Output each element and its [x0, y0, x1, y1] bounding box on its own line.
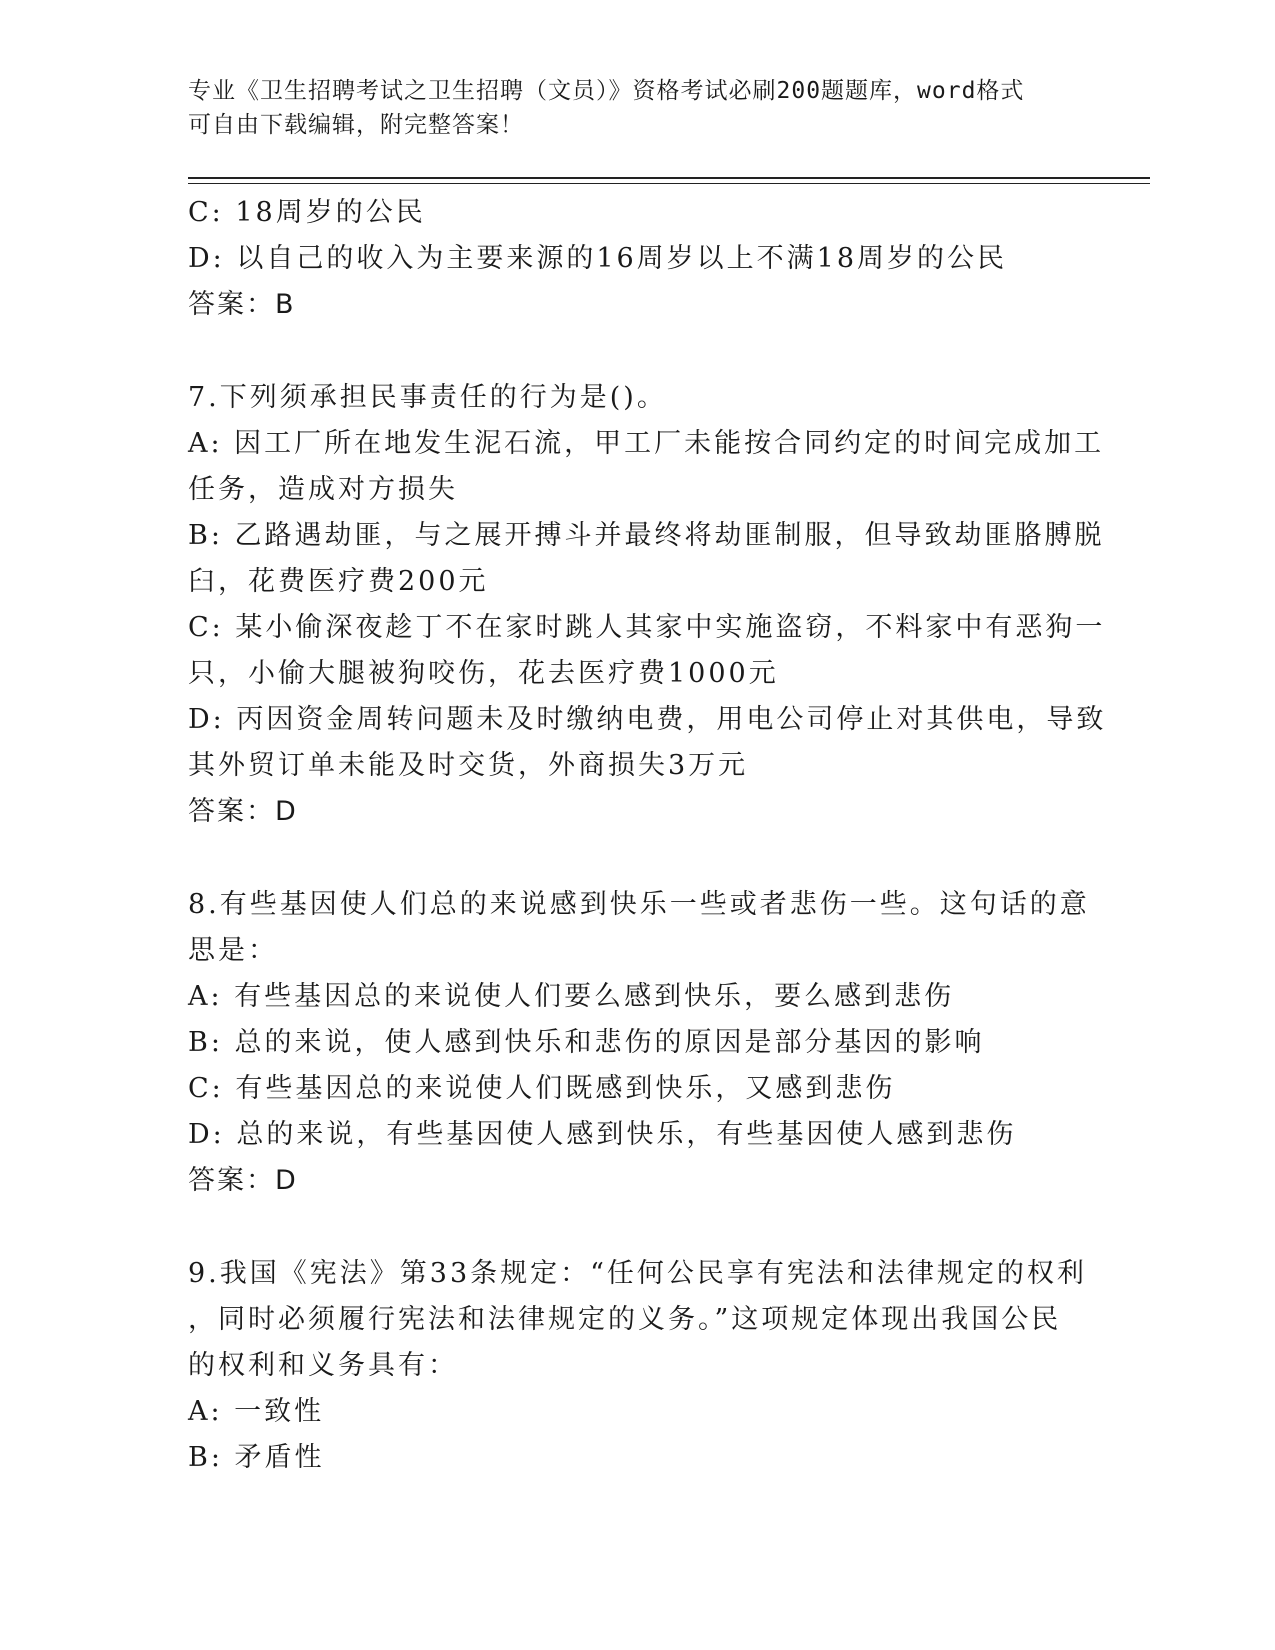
- q8-option-c: C: 有些基因总的来说使人们既感到快乐，又感到悲伤: [188, 1073, 896, 1104]
- q8-stem: 8.有些基因使人们总的来说感到快乐一些或者悲伤一些。这句话的意: [188, 889, 1090, 920]
- document-header: [188, 74, 1088, 142]
- q8-option-d: D: 总的来说，有些基因使人感到快乐，有些基因使人感到悲伤: [188, 1119, 1017, 1150]
- q6-option-c: C: 18周岁的公民: [188, 197, 426, 228]
- spacer: [188, 1204, 1088, 1251]
- q7-option-c-cont: 只，小偷大腿被狗咬伤，花去医疗费1000元: [188, 658, 779, 689]
- q7-answer: 答案：D: [188, 796, 298, 827]
- q7-option-b-cont: 臼，花费医疗费200元: [188, 566, 489, 597]
- q7-option-a-cont: 任务，造成对方损失: [188, 474, 458, 505]
- q7-option-b: B: 乙路遇劫匪，与之展开搏斗并最终将劫匪制服，但导致劫匪胳膊脱: [188, 520, 1105, 551]
- q8-option-a: A: 有些基因总的来说使人们要么感到快乐，要么感到悲伤: [188, 981, 955, 1012]
- q6-answer: 答案：B: [188, 289, 296, 320]
- q8-answer: 答案：D: [188, 1165, 298, 1196]
- header-rule-thick: [188, 177, 1150, 179]
- q7-option-d: D: 丙因资金周转问题未及时缴纳电费，用电公司停止对其供电，导致: [188, 704, 1107, 735]
- header-line-2: 可自由下载编辑，附完整答案！: [188, 112, 524, 138]
- question-content: [188, 190, 1107, 1481]
- q8-option-b: B: 总的来说，使人感到快乐和悲伤的原因是部分基因的影响: [188, 1027, 985, 1058]
- q9-stem: 9.我国《宪法》第33条规定：“任何公民享有宪法和法律规定的权利: [188, 1258, 1087, 1289]
- spacer: [188, 328, 1088, 375]
- q9-stem-cont-2: 的权利和义务具有：: [188, 1350, 458, 1381]
- q6-option-d: D: 以自己的收入为主要来源的16周岁以上不满18周岁的公民: [188, 243, 1008, 274]
- header-line-1: 专业《卫生招聘考试之卫生招聘（文员）》资格考试必刷200题题库，word格式: [188, 78, 1025, 104]
- q7-stem: 7.下列须承担民事责任的行为是()。: [188, 382, 667, 413]
- header-rule-thin: [188, 183, 1150, 184]
- q8-stem-cont: 思是：: [188, 935, 278, 966]
- q7-option-c: C: 某小偷深夜趁丁不在家时跳人其家中实施盗窃，不料家中有恶狗一: [188, 612, 1106, 643]
- q7-option-a: A: 因工厂所在地发生泥石流，甲工厂未能按合同约定的时间完成加工: [188, 428, 1105, 459]
- q9-option-a: A: 一致性: [188, 1396, 325, 1427]
- q7-option-d-cont: 其外贸订单未能及时交货，外商损失3万元: [188, 750, 749, 781]
- q9-option-b: B: 矛盾性: [188, 1442, 325, 1473]
- spacer: [188, 835, 1088, 882]
- q9-stem-cont-1: ，同时必须履行宪法和法律规定的义务。”这项规定体现出我国公民: [188, 1304, 1062, 1335]
